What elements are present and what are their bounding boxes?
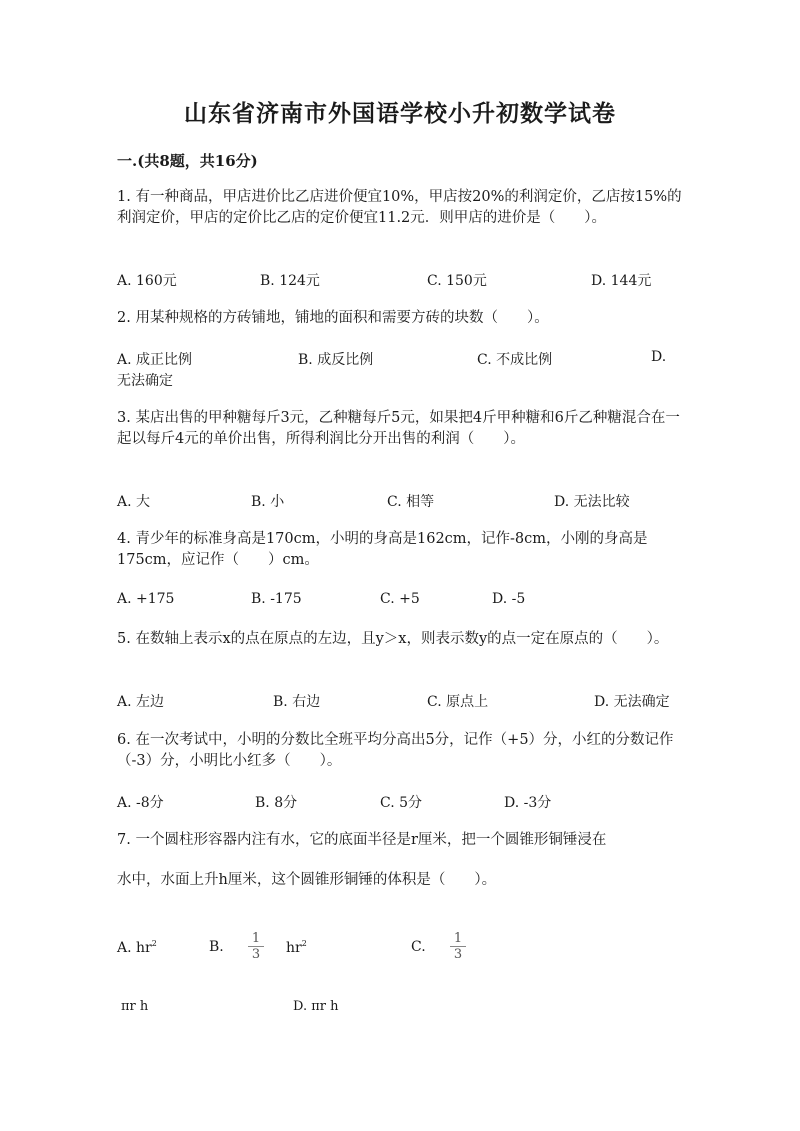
question-5: 5. 在数轴上表示x的点在原点的左边，且y＞x，则表示数y的点一定在原点的（ ）。 <box>117 631 669 647</box>
q1-option-d[interactable]: D. 144元 <box>591 273 652 289</box>
fraction-one-third: $\frac{1}{3}$ <box>248 932 264 963</box>
q7-option-c-label[interactable]: C. <box>411 939 426 955</box>
q4-option-b[interactable]: B. -175 <box>251 591 302 607</box>
q6-option-a[interactable]: A. -8分 <box>117 795 164 811</box>
q1-option-c[interactable]: C. 150元 <box>427 273 487 289</box>
q2-option-a[interactable]: A. 成正比例 <box>117 352 193 368</box>
question-2: 2. 用某种规格的方砖铺地，铺地的面积和需要方砖的块数（ ）。 <box>117 310 549 326</box>
q7-option-c-expr[interactable]: πr h <box>121 999 149 1014</box>
question-4: 4. 青少年的标准身高是170cm，小明的身高是162cm，记作-8cm，小刚的身高是175cm，应记作（ ）cm。 <box>117 531 648 568</box>
q7-option-a[interactable]: A. $hr^2$ <box>117 939 157 956</box>
q7-option-d[interactable]: D. πr h <box>293 999 339 1014</box>
question-7-line-2: 水中，水面上升h厘米，这个圆锥形铜锤的体积是（ ）。 <box>117 872 497 888</box>
q3-option-d[interactable]: D. 无法比较 <box>554 494 630 510</box>
q5-option-b[interactable]: B. 右边 <box>273 694 321 710</box>
q4-option-d[interactable]: D. -5 <box>492 591 526 607</box>
q1-option-a[interactable]: A. 160元 <box>117 273 177 289</box>
question-7-line-1: 7. 一个圆柱形容器内注有水，它的底面半径是r厘米，把一个圆锥形铜锤浸在 <box>117 832 607 848</box>
exponent: 2 <box>151 939 157 948</box>
q2-option-d[interactable]: D. <box>651 349 667 365</box>
q5-option-d[interactable]: D. 无法确定 <box>594 694 670 710</box>
question-3: 3. 某店出售的甲种糖每斤3元，乙种糖每斤5元，如果把4斤甲种糖和6斤乙种糖混合在一起以每斤4元的单价出售，所得利润比分开出售的利润（ ）。 <box>117 410 680 447</box>
q6-option-c[interactable]: C. 5分 <box>380 795 423 811</box>
q1-option-b[interactable]: B. 124元 <box>260 273 320 289</box>
section-heading: 一.(共8题，共16分) <box>117 152 258 170</box>
q4-option-a[interactable]: A. +175 <box>117 591 175 607</box>
question-1: 1. 有一种商品，甲店进价比乙店进价便宜10%，甲店按20%的利润定价，乙店按15%的利润定价，甲店的定价比乙店的定价便宜11.2元．则甲店的进价是（ ）。 <box>117 189 682 226</box>
q7-option-b-label[interactable]: B. <box>209 939 224 955</box>
question-6: 6. 在一次考试中，小明的分数比全班平均分高出5分，记作（+5）分，小红的分数记作（-3）分，小明比小红多（ ）。 <box>117 732 674 769</box>
page-title: 山东省济南市外国语学校小升初数学试卷 <box>184 100 616 127</box>
q2-option-d-text[interactable]: 无法确定 <box>117 373 173 389</box>
q3-option-a[interactable]: A. 大 <box>117 494 151 510</box>
q6-option-b[interactable]: B. 8分 <box>255 795 298 811</box>
q5-option-c[interactable]: C. 原点上 <box>427 694 489 710</box>
fraction-one-third: $\frac{1}{3}$ <box>450 932 466 963</box>
q4-option-c[interactable]: C. +5 <box>380 591 420 607</box>
q2-option-b[interactable]: B. 成反比例 <box>298 352 374 368</box>
q6-option-d[interactable]: D. -3分 <box>504 795 552 811</box>
q3-option-b[interactable]: B. 小 <box>251 494 285 510</box>
q5-option-a[interactable]: A. 左边 <box>117 694 165 710</box>
q7-option-b-expr[interactable]: $hr^2$ <box>286 939 307 956</box>
q3-option-c[interactable]: C. 相等 <box>387 494 435 510</box>
q2-option-c[interactable]: C. 不成比例 <box>477 352 553 368</box>
